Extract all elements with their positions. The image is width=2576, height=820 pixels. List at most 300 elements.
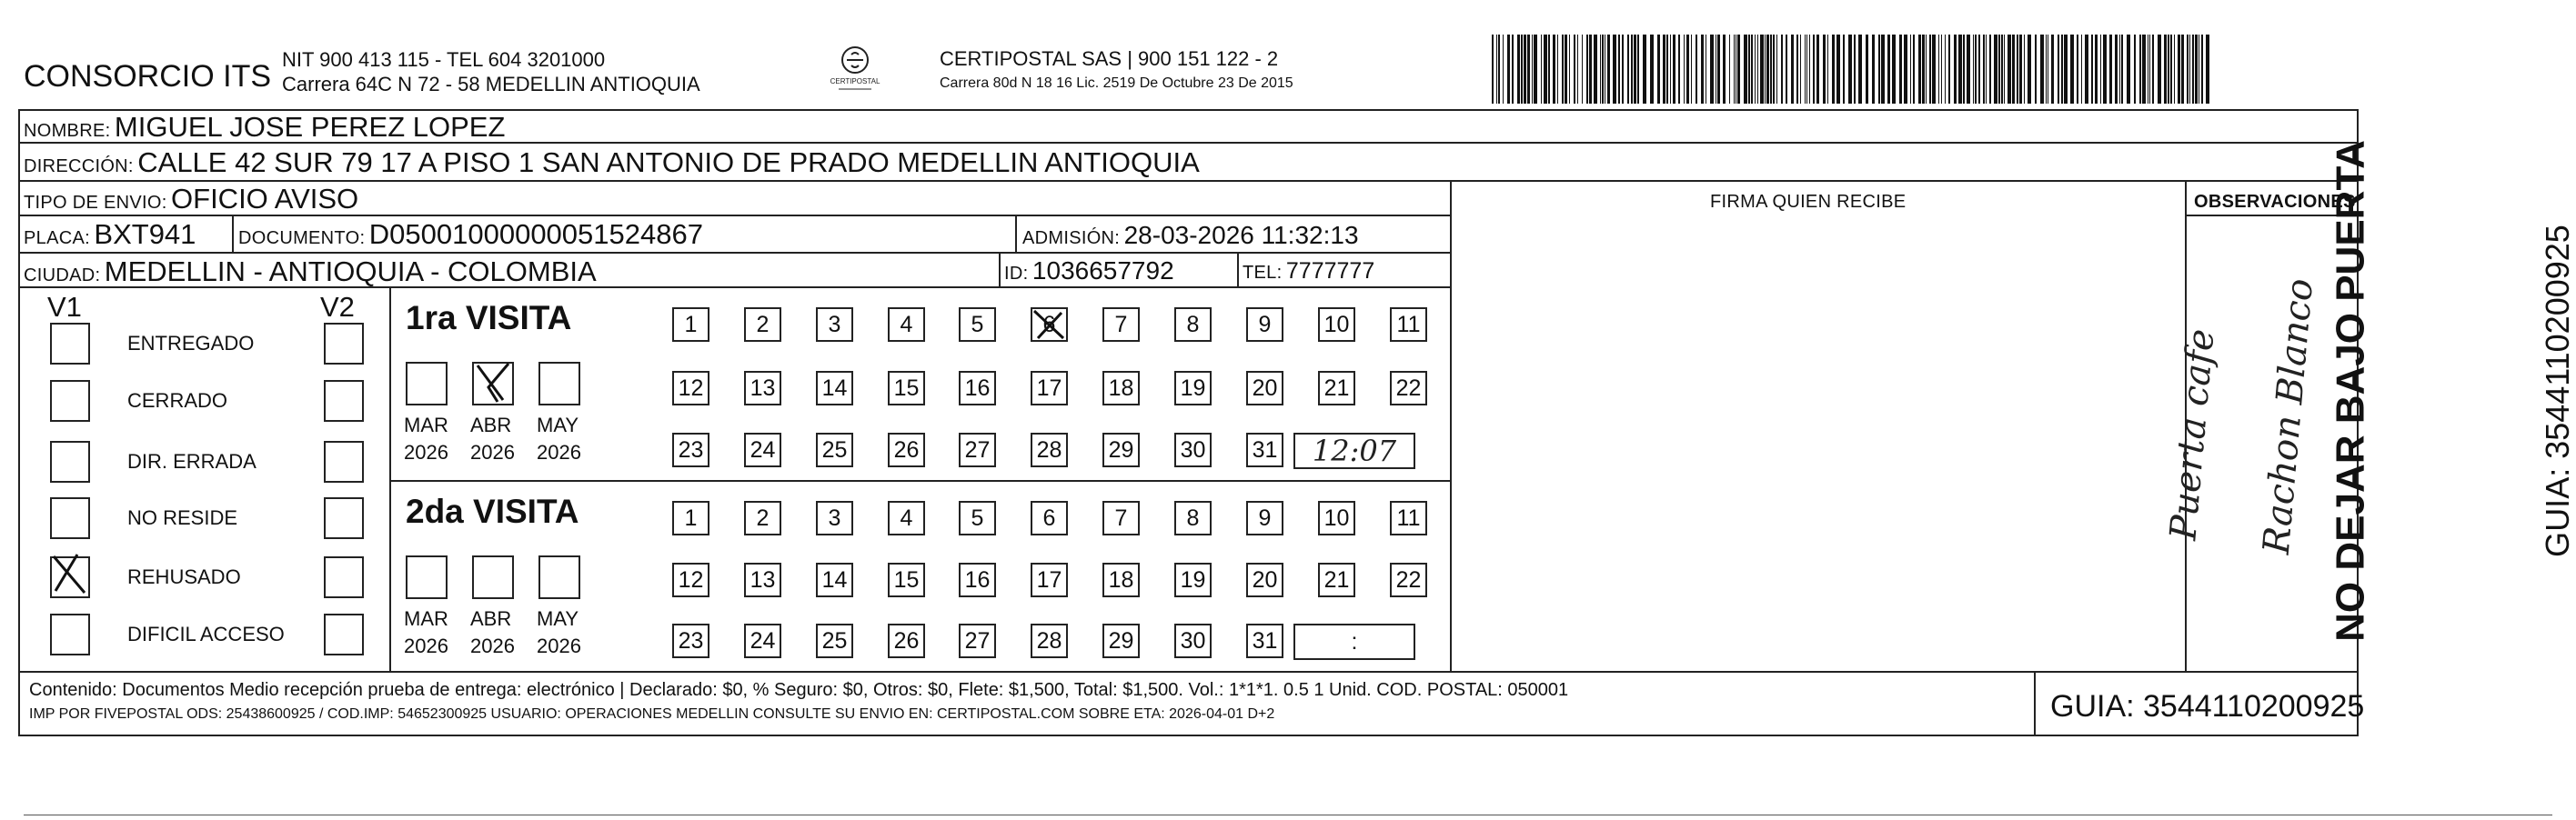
barcode-bar	[1684, 35, 1685, 104]
status-option-label: NO RESIDE	[127, 506, 238, 529]
barcode-bar	[1527, 35, 1530, 104]
barcode-bar	[2164, 35, 2167, 104]
day-number: 22	[1395, 375, 1422, 401]
day-number: 29	[1108, 436, 1134, 463]
barcode-bar	[2004, 35, 2005, 104]
v1-checkbox-2[interactable]	[50, 441, 90, 483]
v2-checkbox-3[interactable]	[324, 497, 364, 539]
month-checkbox-abr[interactable]	[472, 362, 514, 405]
day-box[interactable]	[744, 433, 781, 467]
barcode-bar	[2035, 35, 2037, 104]
observations-header: OBSERVACIONES	[2194, 192, 2356, 212]
barcode-bar	[1569, 35, 1570, 104]
barcode-bar	[1922, 35, 1925, 104]
status-option-label: DIFICIL ACCESO	[127, 623, 285, 645]
barcode-bar	[1881, 35, 1885, 104]
barcode-bar	[1878, 35, 1880, 104]
document: D05001000000051524867	[368, 218, 703, 250]
company-nit: NIT 900 413 115 - TEL 604 3201000	[282, 48, 606, 71]
day-number: 12	[678, 375, 704, 401]
day-box[interactable]	[1102, 307, 1140, 342]
barcode-bar	[2085, 35, 2088, 104]
day-box[interactable]	[1031, 624, 1068, 658]
barcode-bar	[1600, 35, 1601, 104]
barcode-bar	[1650, 35, 1654, 104]
signature-header: FIRMA QUIEN RECIBE	[1710, 192, 1907, 212]
barcode-bar	[1958, 35, 1962, 104]
barcode-bar	[1827, 35, 1828, 104]
day-number: 13	[750, 375, 776, 401]
barcode-bar	[1532, 35, 1533, 104]
name-label: NOMBRE:	[24, 121, 111, 141]
city-field	[24, 257, 597, 285]
day-number: 4	[900, 505, 913, 531]
svg-text:CERTIPOSTAL: CERTIPOSTAL	[830, 77, 880, 85]
day-box[interactable]	[816, 433, 853, 467]
day-number: 2	[756, 311, 770, 337]
day-box[interactable]	[1174, 501, 1212, 535]
recipient-name: MIGUEL JOSE PEREZ LOPEZ	[114, 111, 506, 143]
barcode-bar	[1843, 35, 1845, 104]
barcode-bar	[1496, 35, 1497, 104]
barcode-bar	[1557, 35, 1558, 104]
day-box[interactable]	[1102, 501, 1140, 535]
barcode-bar	[1631, 35, 1633, 104]
day-number: 24	[750, 627, 776, 654]
day-box[interactable]	[1390, 501, 1427, 535]
barcode-bar	[1848, 35, 1852, 104]
barcode-bar	[1866, 35, 1868, 104]
day-box[interactable]	[672, 307, 709, 342]
barcode-bar	[2058, 35, 2059, 104]
day-box[interactable]	[1246, 307, 1283, 342]
barcode-bar	[2127, 35, 2130, 104]
barcode-bar	[1954, 35, 1957, 104]
day-number: 19	[1180, 375, 1206, 401]
barcode-bar	[1910, 35, 1911, 104]
signature-area[interactable]	[1453, 216, 2183, 669]
barcode-bar	[2134, 35, 2136, 104]
day-box[interactable]	[888, 433, 925, 467]
barcode-bar	[1524, 35, 1526, 104]
v1-checkbox-0[interactable]	[50, 323, 90, 365]
company-name: CONSORCIO ITS	[24, 59, 272, 94]
observation-line-2: Rachon Blanco	[2255, 276, 2322, 556]
barcode-bar	[1760, 35, 1764, 104]
day-number: 1	[684, 505, 698, 531]
observation-line-1: Puerta cafe	[2162, 327, 2223, 542]
day-number: 21	[1323, 566, 1350, 593]
day-box[interactable]	[1246, 624, 1283, 658]
v2-checkbox-4[interactable]	[324, 556, 364, 598]
day-box[interactable]	[1031, 371, 1068, 405]
id-number: 1036657792	[1031, 256, 1174, 285]
barcode-bar	[1998, 35, 2000, 104]
barcode-bar	[1806, 35, 1807, 104]
day-number: 11	[1396, 311, 1421, 337]
day-number: 17	[1036, 566, 1062, 593]
day-number: 3	[828, 505, 841, 531]
barcode-bar	[2181, 35, 2184, 104]
barcode-bar	[1737, 35, 1740, 104]
barcode-bar	[1805, 35, 1806, 104]
barcode-bar	[2081, 35, 2082, 104]
day-box[interactable]	[888, 624, 925, 658]
day-box[interactable]	[888, 371, 925, 405]
day-number: 10	[1323, 505, 1350, 531]
day-box[interactable]	[888, 501, 925, 535]
barcode-bar	[1512, 35, 1514, 104]
barcode-bar	[1594, 35, 1597, 104]
day-number: 8	[1186, 311, 1200, 337]
barcode-bar	[1913, 35, 1915, 104]
day-box[interactable]	[1031, 501, 1068, 535]
month-checkbox-mar[interactable]	[406, 555, 448, 599]
day-number: 27	[964, 627, 991, 654]
status-option-label: DIR. ERRADA	[127, 450, 257, 473]
day-number: 18	[1108, 566, 1134, 593]
barcode-bar	[2028, 35, 2031, 104]
day-number: 6	[1042, 505, 1056, 531]
day-box[interactable]	[1318, 501, 1355, 535]
barcode-bar	[1765, 35, 1766, 104]
barcode-bar	[1945, 35, 1946, 104]
v1-checkbox-4[interactable]	[50, 556, 90, 598]
barcode-bar	[1553, 35, 1555, 104]
no-dejar-bajo-puerta: NO DEJAR BAJO PUERTA	[2328, 140, 2373, 642]
barcode-bar	[2139, 35, 2141, 104]
barcode-bar	[2121, 35, 2123, 104]
day-box[interactable]	[1318, 371, 1355, 405]
day-number: 7	[1114, 311, 1128, 337]
day-box[interactable]	[959, 371, 996, 405]
month-checkbox-abr[interactable]	[472, 555, 514, 599]
day-box[interactable]	[1390, 307, 1427, 342]
month-checkbox-mar[interactable]	[406, 362, 448, 405]
carrier-name: CERTIPOSTAL SAS | 900 151 122 - 2	[940, 47, 1279, 70]
barcode-bar	[1673, 35, 1675, 104]
month-year-label: 2026	[537, 441, 581, 464]
barcode-bar	[1686, 35, 1689, 104]
v2-label: V2	[320, 291, 355, 323]
barcode-bar	[1854, 35, 1856, 104]
day-box[interactable]	[744, 563, 781, 597]
imp-line: IMP POR FIVEPOSTAL ODS: 25438600925 / COD.IMP: 54652300925 USUARIO: OPERACIONES MEDELLIN CONSULTE SU ENVIO EN: CERTIPOSTAL.COM SOBRE ETA: 2026-04-01 D+2	[29, 706, 1275, 722]
day-number: 14	[821, 375, 848, 401]
barcode-bar	[1791, 35, 1794, 104]
barcode-bar	[1696, 35, 1697, 104]
barcode-bar	[1781, 35, 1783, 104]
day-box[interactable]	[1390, 563, 1427, 597]
day-box[interactable]	[1102, 371, 1140, 405]
day-box[interactable]	[744, 501, 781, 535]
day-number: 2	[756, 505, 770, 531]
barcode-bar	[2070, 35, 2074, 104]
day-box[interactable]	[816, 501, 853, 535]
city-label: CIUDAD:	[24, 265, 101, 285]
side-guia: GUIA: 3544110200925	[2539, 225, 2576, 557]
barcode-bar	[2168, 35, 2169, 104]
barcode-bar	[1582, 35, 1583, 104]
day-box[interactable]	[672, 501, 709, 535]
barcode-bar	[1800, 35, 1801, 104]
day-box[interactable]	[1031, 433, 1068, 467]
barcode-bar	[1657, 35, 1660, 104]
barcode-bar	[1701, 35, 1704, 104]
day-number: 7	[1114, 505, 1128, 531]
address-label: DIRECCIÓN:	[24, 156, 134, 176]
barcode-bar	[1507, 35, 1510, 104]
barcode-bar	[2077, 35, 2078, 104]
admission-label: ADMISIÓN:	[1022, 228, 1121, 248]
admission: 28-03-2026 11:32:13	[1123, 221, 1359, 249]
day-box[interactable]	[959, 433, 996, 467]
day-box[interactable]	[1031, 307, 1068, 342]
barcode-bar	[2170, 35, 2172, 104]
barcode-bar	[1989, 35, 1991, 104]
day-box[interactable]	[672, 563, 709, 597]
barcode-bar	[1541, 35, 1542, 104]
barcode-bar	[1723, 35, 1726, 104]
day-number: 23	[678, 627, 704, 654]
id-field	[1004, 258, 1174, 284]
barcode-bar	[1978, 35, 1980, 104]
barcode-bar	[1534, 35, 1537, 104]
barcode-bar	[1734, 35, 1735, 104]
barcode-bar	[2040, 35, 2044, 104]
day-box[interactable]	[1174, 307, 1212, 342]
side-text-wrap	[2328, 127, 2576, 655]
barcode-bar	[2178, 35, 2180, 104]
v1-checkbox-5[interactable]	[50, 614, 90, 655]
barcode-bar	[1517, 35, 1520, 104]
barcode-bar	[2095, 35, 2098, 104]
barcode-bar	[1983, 35, 1985, 104]
day-number: 31	[1252, 436, 1278, 463]
day-box[interactable]	[1318, 307, 1355, 342]
month-label: MAY	[537, 414, 579, 436]
name-field	[24, 113, 505, 141]
barcode-bar	[2206, 35, 2209, 104]
month-label: MAR	[404, 607, 448, 630]
status-option-label: REHUSADO	[127, 565, 241, 588]
day-number: 10	[1323, 311, 1350, 337]
month-label: ABR	[470, 414, 512, 436]
v1-checkbox-3[interactable]	[50, 497, 90, 539]
day-number: 27	[964, 436, 991, 463]
barcode-bar	[1872, 35, 1875, 104]
barcode-bar	[1748, 35, 1750, 104]
v2-checkbox-1[interactable]	[324, 380, 364, 422]
day-box[interactable]	[1102, 563, 1140, 597]
v2-checkbox-5[interactable]	[324, 614, 364, 655]
day-box[interactable]	[1102, 433, 1140, 467]
barcode-bar	[1816, 35, 1819, 104]
day-number: 20	[1252, 375, 1278, 401]
day-number: 26	[893, 627, 920, 654]
day-number: 3	[828, 311, 841, 337]
day-box[interactable]	[1031, 563, 1068, 597]
day-number: 19	[1180, 566, 1206, 593]
tel: 7777777	[1285, 258, 1375, 284]
barcode-bar	[2017, 35, 2018, 104]
day-number: 25	[821, 627, 848, 654]
day-number: 8	[1186, 505, 1200, 531]
day-number: 11	[1396, 505, 1421, 531]
carrier-address: Carrera 80d N 18 16 Lic. 2519 De Octubre 23 De 2015	[940, 75, 1293, 91]
barcode-bar	[1770, 35, 1772, 104]
barcode-bar	[1932, 35, 1936, 104]
day-number: 18	[1108, 375, 1134, 401]
day-box[interactable]	[959, 624, 996, 658]
time-box-2[interactable]	[1293, 624, 1415, 660]
barcode-bar	[2187, 35, 2189, 104]
day-box[interactable]	[816, 307, 853, 342]
barcode-bar	[2109, 35, 2112, 104]
certipostal-logo	[819, 42, 891, 96]
barcode-bar	[2103, 35, 2107, 104]
barcode-bar	[2174, 35, 2175, 104]
barcode-bar	[1691, 35, 1692, 104]
time-box-1[interactable]	[1293, 433, 1415, 469]
day-box[interactable]	[1174, 371, 1212, 405]
shipment-type-field	[24, 185, 358, 213]
day-number: 29	[1108, 627, 1134, 654]
day-box[interactable]	[744, 307, 781, 342]
document-field	[238, 220, 703, 248]
day-number: 12	[678, 566, 704, 593]
barcode-bar	[2100, 35, 2101, 104]
month-year-label: 2026	[470, 441, 515, 464]
day-box[interactable]	[1174, 624, 1212, 658]
day-number: 21	[1323, 375, 1350, 401]
barcode-bar	[2051, 35, 2054, 104]
month-year-label: 2026	[404, 635, 448, 657]
contents-line: Contenido: Documentos Medio recepción prueba de entrega: electrónico | Declarado: $0, % Seguro: $0, Otros: $0, Flete: $1,500, Total: $1,500. Vol.: 1*1*1. 0.5 1 Unid. COD. POSTAL: 050001	[29, 680, 1569, 700]
day-box[interactable]	[816, 563, 853, 597]
barcode-bar	[2046, 35, 2047, 104]
day-box[interactable]	[1174, 563, 1212, 597]
day-box[interactable]	[1246, 433, 1283, 467]
day-box[interactable]	[744, 624, 781, 658]
day-number: 6	[1042, 311, 1056, 337]
day-number: 17	[1036, 375, 1062, 401]
day-number: 5	[971, 311, 984, 337]
barcode-bar	[2007, 35, 2011, 104]
day-box[interactable]	[959, 563, 996, 597]
month-checkbox-may[interactable]	[538, 555, 580, 599]
barcode-bar	[1562, 35, 1564, 104]
tel-field	[1243, 260, 1374, 283]
barcode-bar	[1663, 35, 1665, 104]
day-box[interactable]	[1102, 624, 1140, 658]
barcode-bar	[1994, 35, 1997, 104]
month-label: ABR	[470, 607, 512, 630]
v2-checkbox-0[interactable]	[324, 323, 364, 365]
v1-checkbox-1[interactable]	[50, 380, 90, 422]
barcode-bar	[1710, 35, 1714, 104]
barcode-bar	[1498, 35, 1500, 104]
barcode-bar	[1574, 35, 1575, 104]
day-number: 15	[893, 375, 920, 401]
month-label: MAR	[404, 414, 448, 436]
day-number: 9	[1258, 505, 1272, 531]
visit-title-2: 2da VISITA	[406, 493, 579, 530]
barcode-bar	[1670, 35, 1671, 104]
day-box[interactable]	[672, 433, 709, 467]
document-label: DOCUMENTO:	[238, 228, 366, 248]
day-box[interactable]	[816, 371, 853, 405]
barcode-bar	[1899, 35, 1902, 104]
day-box[interactable]	[959, 307, 996, 342]
barcode-bar	[1904, 35, 1907, 104]
barcode-bar	[2152, 35, 2154, 104]
month-year-label: 2026	[404, 441, 448, 464]
barcode-bar	[1973, 35, 1974, 104]
barcode-bar	[1786, 35, 1787, 104]
month-year-label: 2026	[537, 635, 581, 657]
status-option-label: CERRADO	[127, 389, 228, 412]
footer-guia: GUIA: 3544110200925	[2050, 689, 2365, 724]
day-number: 30	[1180, 627, 1206, 654]
barcode-bar	[1678, 35, 1680, 104]
barcode-bar	[1607, 35, 1610, 104]
day-box[interactable]	[959, 501, 996, 535]
day-box[interactable]	[672, 371, 709, 405]
barcode-bar	[2001, 35, 2003, 104]
day-box[interactable]	[744, 371, 781, 405]
day-box[interactable]	[888, 563, 925, 597]
barcode-bar	[1975, 35, 1977, 104]
barcode-bar	[1589, 35, 1592, 104]
barcode-bar	[1836, 35, 1840, 104]
day-box[interactable]	[1246, 563, 1283, 597]
barcode-bar	[2149, 35, 2150, 104]
day-box[interactable]	[1318, 563, 1355, 597]
barcode-bar	[1926, 35, 1927, 104]
v2-checkbox-2[interactable]	[324, 441, 364, 483]
barcode-bar	[1766, 35, 1769, 104]
barcode-bar	[2119, 35, 2120, 104]
barcode-bar	[2024, 35, 2025, 104]
day-box[interactable]	[888, 307, 925, 342]
day-number: 1	[684, 311, 698, 337]
barcode-bar	[1492, 35, 1494, 104]
day-number: 26	[893, 436, 920, 463]
time-placeholder: :	[1351, 628, 1358, 655]
barcode-bar	[1823, 35, 1826, 104]
barcode-bar	[1503, 35, 1504, 104]
barcode-bar	[1618, 35, 1620, 104]
barcode-bar	[1622, 35, 1624, 104]
day-number: 25	[821, 436, 848, 463]
barcode-bar	[2192, 35, 2194, 104]
day-box[interactable]	[1174, 433, 1212, 467]
city: MEDELLIN - ANTIOQUIA - COLOMBIA	[104, 255, 597, 287]
address-field	[24, 148, 1200, 176]
barcode-bar	[2115, 35, 2118, 104]
month-checkbox-may[interactable]	[538, 362, 580, 405]
day-box[interactable]	[1246, 501, 1283, 535]
barcode-bar	[1938, 35, 1939, 104]
barcode-bar	[2201, 35, 2203, 104]
day-box[interactable]	[1246, 371, 1283, 405]
day-box[interactable]	[1390, 371, 1427, 405]
barcode-bar	[1757, 35, 1758, 104]
day-box[interactable]	[816, 624, 853, 658]
day-box[interactable]	[672, 624, 709, 658]
plate-field	[24, 220, 196, 248]
